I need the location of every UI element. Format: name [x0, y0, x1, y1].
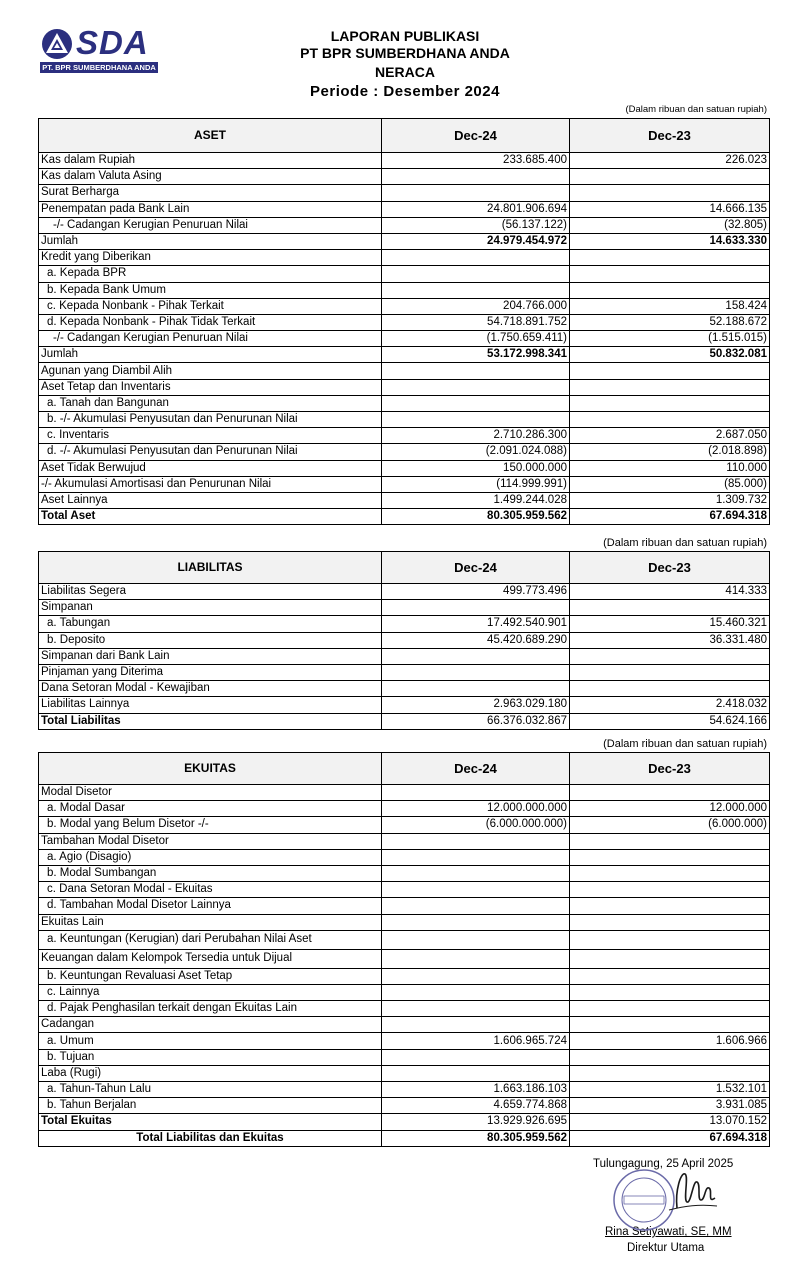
value-dec24 [382, 600, 570, 616]
value-dec24 [382, 266, 570, 282]
row-label: a. Tahun-Tahun Lalu [39, 1082, 382, 1098]
row-label: Cadangan [39, 1017, 382, 1033]
value-dec24 [382, 949, 570, 968]
value-dec24 [382, 379, 570, 395]
value-dec23 [570, 282, 770, 298]
value-dec23: (2.018.898) [570, 444, 770, 460]
row-label: Liabilitas Lainnya [39, 697, 382, 713]
value-dec24: 233.685.400 [382, 153, 570, 169]
row-label: -/- Akumulasi Amortisasi dan Penurunan Nilai [39, 476, 382, 492]
value-dec24: 1.606.965.724 [382, 1033, 570, 1049]
row-label: Pinjaman yang Diterima [39, 664, 382, 680]
value-dec24 [382, 865, 570, 881]
value-dec24 [382, 1065, 570, 1081]
signatory-name: Rina Setiyawati, SE, MM [605, 1226, 732, 1238]
handwritten-signature-icon [655, 1160, 725, 1220]
value-dec23 [570, 785, 770, 801]
row-label: Simpanan [39, 600, 382, 616]
table-row [39, 949, 770, 968]
value-dec24: 204.766.000 [382, 298, 570, 314]
ekuitas-header: EKUITAS [39, 753, 382, 785]
value-dec24 [382, 882, 570, 898]
col-dec23-header: Dec-23 [570, 552, 770, 584]
table-row [39, 476, 770, 492]
table-row [39, 412, 770, 428]
value-dec24 [382, 363, 570, 379]
row-label: d. -/- Akumulasi Penyusutan dan Penurunan Nilai [39, 444, 382, 460]
value-dec23: 1.532.101 [570, 1082, 770, 1098]
value-dec23 [570, 898, 770, 914]
value-dec24 [382, 984, 570, 1000]
logo-band: PT. BPR SUMBERDHANA ANDA [40, 62, 158, 73]
value-dec23 [570, 185, 770, 201]
value-dec24 [382, 395, 570, 411]
table-row [39, 460, 770, 476]
value-dec24 [382, 169, 570, 185]
table-row [39, 153, 770, 169]
table-row [39, 898, 770, 914]
value-dec24: 80.305.959.562 [382, 509, 570, 525]
value-dec23 [570, 664, 770, 680]
table-row [39, 1098, 770, 1114]
value-dec23: (6.000.000) [570, 817, 770, 833]
row-label: a. Tanah dan Bangunan [39, 395, 382, 411]
row-label: d. Pajak Penghasilan terkait dengan Ekuitas Lain [39, 1001, 382, 1017]
table-row [39, 681, 770, 697]
value-dec23: (1.515.015) [570, 331, 770, 347]
table-row [39, 282, 770, 298]
row-label: b. -/- Akumulasi Penyusutan dan Penurunan Nilai [39, 412, 382, 428]
row-label: a. Umum [39, 1033, 382, 1049]
row-label: c. Kepada Nonbank - Pihak Terkait [39, 298, 382, 314]
value-dec24: (114.999.991) [382, 476, 570, 492]
value-dec23 [570, 266, 770, 282]
value-dec24 [382, 930, 570, 949]
value-dec23 [570, 984, 770, 1000]
liabilitas-header: LIABILITAS [39, 552, 382, 584]
value-dec23: (32.805) [570, 217, 770, 233]
value-dec23: 67.694.318 [570, 509, 770, 525]
row-label: c. Lainnya [39, 984, 382, 1000]
row-label: a. Kepada BPR [39, 266, 382, 282]
row-label: Jumlah [39, 233, 382, 249]
value-dec24: 24.979.454.972 [382, 233, 570, 249]
value-dec23: 15.460.321 [570, 616, 770, 632]
ekuitas-table [38, 752, 770, 1147]
value-dec23: 414.333 [570, 584, 770, 600]
table-row [39, 266, 770, 282]
value-dec24 [382, 785, 570, 801]
value-dec23 [570, 914, 770, 930]
table-row [39, 616, 770, 632]
value-dec24: 24.801.906.694 [382, 201, 570, 217]
company-name: PT BPR SUMBERDHANA ANDA [300, 45, 510, 61]
col-dec23-header: Dec-23 [570, 753, 770, 785]
value-dec24: 54.718.891.752 [382, 314, 570, 330]
table-row [39, 379, 770, 395]
value-dec24 [382, 1001, 570, 1017]
table-row [39, 314, 770, 330]
row-label: -/- Cadangan Kerugian Penuruan Nilai [39, 331, 382, 347]
value-dec23 [570, 363, 770, 379]
value-dec24: (56.137.122) [382, 217, 570, 233]
table-row [39, 785, 770, 801]
table-row [39, 509, 770, 525]
row-label: Simpanan dari Bank Lain [39, 648, 382, 664]
value-dec24: 13.929.926.695 [382, 1114, 570, 1130]
unit-note-aset: (Dalam ribuan dan satuan rupiah) [625, 104, 767, 115]
value-dec24 [382, 849, 570, 865]
row-label: Laba (Rugi) [39, 1065, 382, 1081]
value-dec23: (85.000) [570, 476, 770, 492]
row-label: Ekuitas Lain [39, 914, 382, 930]
row-label: Kredit yang Diberikan [39, 250, 382, 266]
value-dec23 [570, 681, 770, 697]
value-dec24: 2.710.286.300 [382, 428, 570, 444]
value-dec24: 4.659.774.868 [382, 1098, 570, 1114]
value-dec24 [382, 681, 570, 697]
table-row [39, 492, 770, 508]
value-dec24 [382, 250, 570, 266]
value-dec23 [570, 250, 770, 266]
row-label: b. Tujuan [39, 1049, 382, 1065]
value-dec24 [382, 648, 570, 664]
place-date: Tulungagung, 25 April 2025 [593, 1158, 734, 1170]
table-row [39, 930, 770, 949]
row-label: b. Modal yang Belum Disetor -/- [39, 817, 382, 833]
row-label: Penempatan pada Bank Lain [39, 201, 382, 217]
value-dec24: 53.172.998.341 [382, 347, 570, 363]
value-dec24: 45.420.689.290 [382, 632, 570, 648]
row-label: b. Deposito [39, 632, 382, 648]
row-label: d. Tambahan Modal Disetor Lainnya [39, 898, 382, 914]
value-dec24 [382, 833, 570, 849]
table-row [39, 428, 770, 444]
row-label: Total Liabilitas [39, 713, 382, 729]
table-row [39, 600, 770, 616]
table-row [39, 1049, 770, 1065]
row-label: Modal Disetor [39, 785, 382, 801]
table-row [39, 984, 770, 1000]
value-dec23 [570, 949, 770, 968]
value-dec23 [570, 412, 770, 428]
value-dec24 [382, 664, 570, 680]
value-dec24: 12.000.000.000 [382, 801, 570, 817]
value-dec24 [382, 1049, 570, 1065]
value-dec23: 158.424 [570, 298, 770, 314]
unit-note-ekuitas: (Dalam ribuan dan satuan rupiah) [603, 738, 767, 750]
sda-logo-mark-icon [40, 28, 74, 60]
row-label: Aset Tetap dan Inventaris [39, 379, 382, 395]
table-row [39, 865, 770, 881]
value-dec23: 67.694.318 [570, 1130, 770, 1146]
row-label: a. Keuntungan (Kerugian) dari Perubahan Nilai Aset [39, 930, 382, 949]
table-row [39, 1130, 770, 1146]
table-row [39, 1114, 770, 1130]
value-dec24: 66.376.032.867 [382, 713, 570, 729]
value-dec23: 14.666.135 [570, 201, 770, 217]
table-row [39, 648, 770, 664]
row-label: c. Inventaris [39, 428, 382, 444]
value-dec24 [382, 1017, 570, 1033]
value-dec23 [570, 882, 770, 898]
value-dec23: 3.931.085 [570, 1098, 770, 1114]
company-logo [40, 24, 158, 74]
value-dec23 [570, 379, 770, 395]
unit-note-liabilitas: (Dalam ribuan dan satuan rupiah) [603, 537, 767, 549]
table-row [39, 347, 770, 363]
value-dec24: 80.305.959.562 [382, 1130, 570, 1146]
period-label: Periode : Desember 2024 [310, 83, 500, 100]
table-row [39, 882, 770, 898]
value-dec23: 13.070.152 [570, 1114, 770, 1130]
table-row [39, 1017, 770, 1033]
value-dec24: 17.492.540.901 [382, 616, 570, 632]
table-row [39, 395, 770, 411]
value-dec23: 54.624.166 [570, 713, 770, 729]
table-row [39, 849, 770, 865]
row-label: Dana Setoran Modal - Kewajiban [39, 681, 382, 697]
value-dec24: (1.750.659.411) [382, 331, 570, 347]
table-row [39, 169, 770, 185]
row-label: Aset Tidak Berwujud [39, 460, 382, 476]
value-dec24 [382, 898, 570, 914]
table-row [39, 968, 770, 984]
value-dec23 [570, 1049, 770, 1065]
value-dec24: 499.773.496 [382, 584, 570, 600]
table-row [39, 185, 770, 201]
row-label: Aset Lainnya [39, 492, 382, 508]
row-label: -/- Cadangan Kerugian Penuruan Nilai [39, 217, 382, 233]
row-label: Keuangan dalam Kelompok Tersedia untuk Dijual [39, 949, 382, 968]
ekuitas-rows [39, 785, 770, 1147]
row-label: b. Keuntungan Revaluasi Aset Tetap [39, 968, 382, 984]
table-row [39, 444, 770, 460]
table-row [39, 331, 770, 347]
value-dec23: 2.418.032 [570, 697, 770, 713]
value-dec24 [382, 914, 570, 930]
value-dec23 [570, 1017, 770, 1033]
table-row [39, 1065, 770, 1081]
table-row [39, 1033, 770, 1049]
value-dec24: 1.499.244.028 [382, 492, 570, 508]
value-dec23: 1.606.966 [570, 1033, 770, 1049]
col-dec24-header: Dec-24 [382, 753, 570, 785]
value-dec24: 150.000.000 [382, 460, 570, 476]
value-dec23: 36.331.480 [570, 632, 770, 648]
row-label: Total Ekuitas [39, 1114, 382, 1130]
table-row [39, 632, 770, 648]
table-row [39, 201, 770, 217]
value-dec23 [570, 169, 770, 185]
col-dec24-header: Dec-24 [382, 119, 570, 153]
table-row [39, 914, 770, 930]
row-label: Kas dalam Rupiah [39, 153, 382, 169]
aset-table [38, 118, 770, 525]
value-dec23 [570, 833, 770, 849]
value-dec24: (6.000.000.000) [382, 817, 570, 833]
row-label: Jumlah [39, 347, 382, 363]
row-label: a. Agio (Disagio) [39, 849, 382, 865]
col-dec24-header: Dec-24 [382, 552, 570, 584]
table-row [39, 664, 770, 680]
value-dec23: 52.188.672 [570, 314, 770, 330]
table-row [39, 697, 770, 713]
value-dec24 [382, 968, 570, 984]
value-dec23 [570, 1065, 770, 1081]
value-dec23: 14.633.330 [570, 233, 770, 249]
row-label: Kas dalam Valuta Asing [39, 169, 382, 185]
value-dec24 [382, 282, 570, 298]
row-label: b. Tahun Berjalan [39, 1098, 382, 1114]
value-dec23 [570, 849, 770, 865]
value-dec24: 1.663.186.103 [382, 1082, 570, 1098]
value-dec23 [570, 600, 770, 616]
col-dec23-header: Dec-23 [570, 119, 770, 153]
row-label: d. Kepada Nonbank - Pihak Tidak Terkait [39, 314, 382, 330]
value-dec23: 1.309.732 [570, 492, 770, 508]
value-dec23 [570, 648, 770, 664]
row-label: c. Dana Setoran Modal - Ekuitas [39, 882, 382, 898]
value-dec24 [382, 185, 570, 201]
table-row [39, 801, 770, 817]
liabilitas-rows [39, 584, 770, 730]
value-dec23: 110.000 [570, 460, 770, 476]
value-dec23 [570, 1001, 770, 1017]
row-label: a. Modal Dasar [39, 801, 382, 817]
row-label: a. Tabungan [39, 616, 382, 632]
table-row [39, 1082, 770, 1098]
row-label: Liabilitas Segera [39, 584, 382, 600]
row-label: Agunan yang Diambil Alih [39, 363, 382, 379]
value-dec23: 226.023 [570, 153, 770, 169]
value-dec23 [570, 865, 770, 881]
table-row [39, 217, 770, 233]
table-row [39, 250, 770, 266]
table-row [39, 584, 770, 600]
aset-header: ASET [39, 119, 382, 153]
table-row [39, 833, 770, 849]
row-label: Total Liabilitas dan Ekuitas [39, 1130, 382, 1146]
logo-text: SDA [76, 24, 149, 61]
table-row [39, 817, 770, 833]
row-label: Surat Berharga [39, 185, 382, 201]
table-row [39, 233, 770, 249]
table-row [39, 1001, 770, 1017]
value-dec23: 2.687.050 [570, 428, 770, 444]
value-dec24 [382, 412, 570, 428]
row-label: Tambahan Modal Disetor [39, 833, 382, 849]
value-dec23: 12.000.000 [570, 801, 770, 817]
statement-name: NERACA [375, 64, 435, 80]
row-label: b. Modal Sumbangan [39, 865, 382, 881]
aset-rows [39, 153, 770, 525]
liabilitas-table [38, 551, 770, 730]
row-label: b. Kepada Bank Umum [39, 282, 382, 298]
value-dec23 [570, 930, 770, 949]
value-dec24: (2.091.024.088) [382, 444, 570, 460]
row-label: Total Aset [39, 509, 382, 525]
value-dec23 [570, 968, 770, 984]
value-dec23 [570, 395, 770, 411]
value-dec24: 2.963.029.180 [382, 697, 570, 713]
report-title: LAPORAN PUBLIKASI [330, 28, 480, 44]
table-row [39, 298, 770, 314]
signatory-role: Direktur Utama [627, 1242, 705, 1254]
table-row [39, 363, 770, 379]
table-row [39, 713, 770, 729]
value-dec23: 50.832.081 [570, 347, 770, 363]
